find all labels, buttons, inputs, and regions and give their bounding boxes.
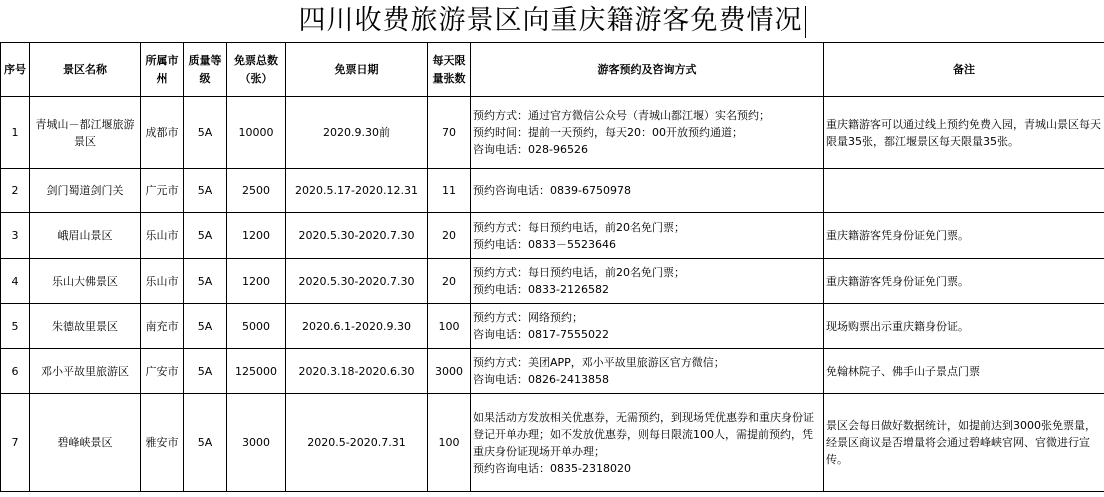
cell-notes[interactable]	[824, 213, 1104, 259]
cell-daily[interactable]	[428, 169, 471, 213]
cell-text-line: 预约方式：每日预约电话，前20名免门票；	[473, 266, 685, 279]
cell-text: 2020.5-2020.7.31	[307, 436, 406, 449]
cell-dates[interactable]	[286, 394, 428, 492]
cell-text-line: 预约方式：通过官方微信公众号（青城山都江堰）实名预约；	[473, 109, 770, 122]
cell-notes[interactable]	[824, 259, 1104, 304]
cell-level[interactable]	[184, 169, 227, 213]
sheet-title-text: 四川收费旅游景区向重庆籍游客免费情况	[298, 5, 803, 36]
table-row	[1, 97, 1104, 169]
cell-text: 5A	[197, 364, 213, 378]
header-cell-notes[interactable]: 备注	[824, 43, 1104, 97]
cell-no[interactable]	[1, 394, 30, 492]
cell-no[interactable]	[1, 97, 30, 169]
cell-text: 100	[438, 319, 460, 333]
cell-text: 乐山市	[145, 274, 179, 288]
cell-text-line: 预约咨询电话：0835-2318020	[473, 461, 631, 475]
cell-text: 2	[11, 184, 19, 197]
cell-text: 重庆籍游客凭身份证免门票。	[826, 274, 969, 288]
cell-level[interactable]	[184, 349, 227, 394]
cell-notes[interactable]	[824, 97, 1104, 169]
cell-text: 100	[438, 436, 460, 449]
cell-level[interactable]	[184, 394, 227, 492]
cell-city[interactable]	[141, 304, 184, 349]
cell-city[interactable]	[141, 97, 184, 169]
cell-notes[interactable]	[824, 394, 1104, 492]
cell-booking[interactable]	[471, 304, 824, 349]
cell-dates[interactable]	[286, 259, 428, 304]
cell-text: 雅安市	[145, 436, 179, 449]
cell-text: 广安市	[145, 364, 179, 378]
cell-text-line: 如果活动方发放相关优惠券，无需预约，到现场凭优惠券和重庆身份证登记开单办理；如不发放优惠券，则每日限流100人，需提前预约，凭重庆身份证现场开单办理；	[473, 410, 814, 458]
cell-booking[interactable]	[471, 394, 824, 492]
cell-text: 5A	[197, 436, 213, 449]
cell-text: 20	[442, 274, 456, 288]
cell-total[interactable]	[227, 349, 286, 394]
cell-dates[interactable]	[286, 349, 428, 394]
cell-text: 峨眉山景区	[57, 229, 113, 242]
cell-text: 邓小平故里旅游区	[41, 364, 129, 378]
cell-text: 2020.5.17-2020.12.31	[295, 184, 418, 197]
cell-booking[interactable]	[471, 213, 824, 259]
cell-dates[interactable]	[286, 169, 428, 213]
cell-daily[interactable]	[428, 349, 471, 394]
cell-daily[interactable]	[428, 304, 471, 349]
cell-text: 5A	[197, 184, 213, 197]
cell-text: 广元市	[145, 184, 179, 197]
cell-level[interactable]	[184, 97, 227, 169]
cell-text: 2020.5.30-2020.7.30	[298, 274, 415, 288]
header-cell-dates[interactable]: 免票日期	[286, 43, 428, 97]
cell-city[interactable]	[141, 169, 184, 213]
cell-notes[interactable]	[824, 349, 1104, 394]
cell-daily[interactable]	[428, 394, 471, 492]
table-row	[1, 304, 1104, 349]
cell-city[interactable]	[141, 349, 184, 394]
cell-daily[interactable]	[428, 259, 471, 304]
cell-text: 朱德故里景区	[52, 319, 118, 333]
cell-text-line: 咨询电话：0817-7555022	[473, 328, 609, 341]
cell-total[interactable]	[227, 169, 286, 213]
cell-dates[interactable]	[286, 304, 428, 349]
scenic-area-table	[0, 42, 1104, 492]
cell-text: 2020.6.1-2020.9.30	[302, 319, 411, 333]
header-row	[1, 43, 1104, 97]
cell-total[interactable]	[227, 97, 286, 169]
cell-text: 乐山市	[145, 229, 179, 242]
text-cursor	[805, 6, 806, 38]
cell-text: 4	[11, 274, 19, 288]
table-row	[1, 394, 1104, 492]
cell-text-line: 预约方式：网络预约；	[473, 311, 583, 324]
cell-text: 11	[442, 184, 456, 197]
cell-name[interactable]	[30, 97, 141, 169]
cell-text-line: 预约时间：提前一天预约，每天20：00开放预约通道；	[473, 126, 743, 139]
cell-text: 5A	[197, 274, 213, 288]
cell-booking[interactable]	[471, 349, 824, 394]
cell-text-line: 预约方式：美团APP，邓小平故里旅游区官方微信；	[473, 356, 725, 369]
cell-text: 10000	[238, 126, 274, 139]
cell-text-line: 咨询电话：028-96526	[473, 143, 588, 156]
cell-daily[interactable]	[428, 213, 471, 259]
cell-no[interactable]	[1, 349, 30, 394]
cell-text: 2020.5.30-2020.7.30	[298, 229, 415, 242]
cell-text: 20	[442, 229, 456, 242]
cell-text: 免翰林院子、佛手山子景点门票	[826, 364, 980, 378]
cell-booking[interactable]	[471, 169, 824, 213]
cell-text-line: 预约电话：0833－5523646	[473, 237, 616, 251]
cell-text-line: 咨询电话：0826-2413858	[473, 373, 609, 386]
cell-text: 3000	[435, 364, 463, 378]
cell-no[interactable]	[1, 259, 30, 304]
cell-text: 1200	[242, 229, 270, 242]
cell-total[interactable]	[227, 394, 286, 492]
cell-notes[interactable]	[824, 304, 1104, 349]
cell-text: 重庆籍游客可以通过线上预约免费入园，青城山景区每天限量35张，都江堰景区每天限量35张。	[826, 117, 1101, 148]
cell-booking[interactable]	[471, 259, 824, 304]
cell-text: 景区会每日做好数据统计，如提前达到3000张免票量，经景区商议是否增量将会通过碧峰峡官网、官微进行宣传。	[826, 419, 1096, 466]
cell-level[interactable]	[184, 304, 227, 349]
cell-text: 5A	[197, 319, 213, 333]
header-cell-booking[interactable]: 游客预约及咨询方式	[471, 43, 824, 97]
table-row	[1, 169, 1104, 213]
cell-name[interactable]	[30, 304, 141, 349]
cell-text: 5	[11, 319, 19, 333]
cell-dates[interactable]	[286, 97, 428, 169]
cell-total[interactable]	[227, 304, 286, 349]
cell-text: 乐山大佛景区	[52, 274, 118, 288]
cell-level[interactable]	[184, 259, 227, 304]
cell-no[interactable]	[1, 304, 30, 349]
cell-level[interactable]	[184, 213, 227, 259]
cell-name[interactable]	[30, 394, 141, 492]
cell-city[interactable]	[141, 259, 184, 304]
cell-city[interactable]	[141, 394, 184, 492]
table-row	[1, 349, 1104, 394]
cell-text: 剑门蜀道剑门关	[46, 184, 124, 197]
cell-text: 2020.3.18-2020.6.30	[298, 364, 415, 378]
cell-text: 70	[442, 126, 456, 139]
table-row	[1, 213, 1104, 259]
cell-text: 现场购票出示重庆籍身份证。	[826, 319, 969, 333]
cell-text: 1200	[242, 274, 270, 288]
cell-total[interactable]	[227, 259, 286, 304]
cell-text: 7	[11, 436, 19, 449]
cell-daily[interactable]	[428, 97, 471, 169]
cell-notes[interactable]	[824, 169, 1104, 213]
cell-text: 5000	[242, 319, 270, 333]
cell-name[interactable]	[30, 169, 141, 213]
cell-dates[interactable]	[286, 213, 428, 259]
header-cell-name[interactable]: 景区名称	[30, 43, 141, 97]
cell-total[interactable]	[227, 213, 286, 259]
header-cell-no[interactable]: 序号	[1, 43, 30, 97]
cell-no[interactable]	[1, 213, 30, 259]
cell-text: 5A	[197, 229, 213, 242]
cell-booking[interactable]	[471, 97, 824, 169]
header-cell-daily[interactable]: 每天限量张数	[428, 43, 471, 97]
cell-text-line: 预约咨询电话：0839-6750978	[473, 184, 631, 197]
cell-text: 3000	[242, 436, 270, 449]
cell-no[interactable]	[1, 169, 30, 213]
cell-text-line: 预约方式：每日预约电话，前20名免门票；	[473, 220, 685, 234]
cell-city[interactable]	[141, 213, 184, 259]
cell-text: 2500	[242, 184, 270, 197]
cell-name[interactable]	[30, 349, 141, 394]
sheet-title[interactable]	[0, 0, 1104, 42]
header-cell-total[interactable]: 免票总数（张）	[227, 43, 286, 97]
cell-text: 6	[11, 364, 19, 378]
cell-text: 青城山－都江堰旅游景区	[35, 117, 135, 148]
cell-text: 3	[11, 229, 19, 242]
cell-text: 南充市	[145, 319, 179, 333]
cell-name[interactable]	[30, 259, 141, 304]
cell-text: 重庆籍游客凭身份证免门票。	[826, 229, 969, 242]
cell-text-line: 预约电话：0833-2126582	[473, 283, 609, 296]
cell-text: 碧峰峡景区	[57, 436, 113, 449]
cell-text: 成都市	[145, 126, 179, 139]
cell-text: 125000	[235, 364, 277, 378]
cell-name[interactable]	[30, 213, 141, 259]
cell-text: 5A	[197, 126, 213, 139]
header-cell-level[interactable]: 质量等级	[184, 43, 227, 97]
table-row	[1, 259, 1104, 304]
header-cell-city[interactable]: 所属市州	[141, 43, 184, 97]
cell-text: 2020.9.30前	[323, 126, 390, 139]
cell-text: 1	[11, 126, 19, 139]
